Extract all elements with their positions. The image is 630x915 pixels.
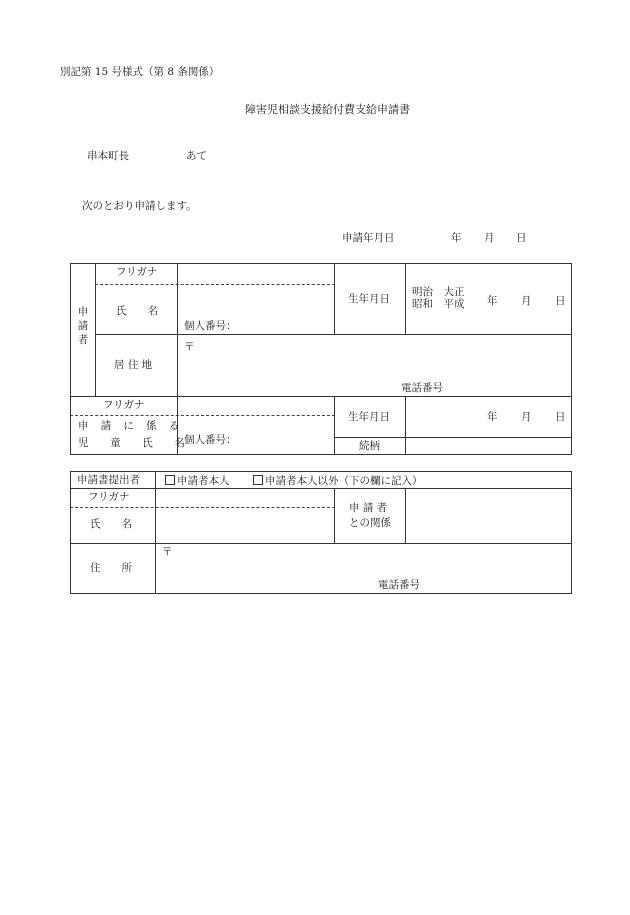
- submitter-relation-line1: 申 請 者: [349, 502, 388, 514]
- child-label-line1: 申 請 に 係 る: [78, 420, 181, 432]
- child-birth-day: 日: [555, 411, 566, 423]
- submitter-option-other-label: 申請者本人以外（下の欄に記入）: [265, 475, 423, 487]
- applicant-address-label: 居 住 地: [114, 359, 153, 371]
- applicant-birthdate-label: 生年月日: [348, 293, 390, 305]
- checkbox-other[interactable]: [253, 475, 263, 485]
- statement: 次のとおり申請します。: [82, 200, 197, 212]
- submitter-header: 申請書提出者: [77, 474, 140, 486]
- child-furigana-label: フリガナ: [103, 399, 145, 411]
- application-date-label: 申請年月日: [342, 232, 395, 244]
- form-id: 別記第 15 号様式（第 8 条関係）: [60, 66, 220, 78]
- application-date-year: 年: [451, 232, 462, 244]
- child-relation-label: 続柄: [359, 440, 380, 452]
- application-date-day: 日: [516, 232, 527, 244]
- applicant-section-label: 申 請 者: [77, 306, 89, 346]
- form-title: 障害児相談支援給付費支給申請書: [245, 103, 410, 116]
- applicant-birth-month: 月: [521, 295, 532, 307]
- child-label-line2: 児 童 氏 名: [78, 437, 186, 449]
- applicant-furigana-label: フリガナ: [116, 266, 158, 278]
- applicant-phone-label: 電話番号: [401, 382, 443, 394]
- submitter-name-label: 氏 名: [90, 518, 132, 530]
- application-date-month: 月: [484, 232, 495, 244]
- submitter-furigana-label: フリガナ: [88, 491, 130, 503]
- addressee: 串本町長: [87, 150, 129, 162]
- child-birth-year: 年: [487, 411, 498, 423]
- child-personal-number-label: 個人番号：: [184, 434, 237, 446]
- submitter-postal-mark: 〒: [162, 546, 173, 558]
- applicant-personal-number-label: 個人番号：: [184, 320, 237, 332]
- addressee-suffix: あて: [186, 150, 207, 162]
- applicant-era-row1: 明治 大正: [412, 286, 465, 298]
- submitter-option-self[interactable]: [165, 475, 230, 487]
- applicant-name-label: 氏 名: [116, 305, 158, 317]
- submitter-option-other[interactable]: [253, 475, 423, 487]
- submitter-option-self-label: 申請者本人: [177, 475, 230, 487]
- applicant-birth-day: 日: [555, 295, 566, 307]
- submitter-phone-label: 電話番号: [378, 579, 420, 591]
- applicant-postal-mark: 〒: [184, 341, 195, 353]
- applicant-birth-year: 年: [487, 295, 498, 307]
- applicant-era-row2: 昭和 平成: [412, 298, 465, 310]
- child-birth-month: 月: [521, 411, 532, 423]
- child-birthdate-label: 生年月日: [348, 411, 390, 423]
- submitter-relation-line2: との関係: [349, 517, 391, 529]
- submitter-address-label: 住 所: [90, 562, 132, 574]
- checkbox-self[interactable]: [165, 475, 175, 485]
